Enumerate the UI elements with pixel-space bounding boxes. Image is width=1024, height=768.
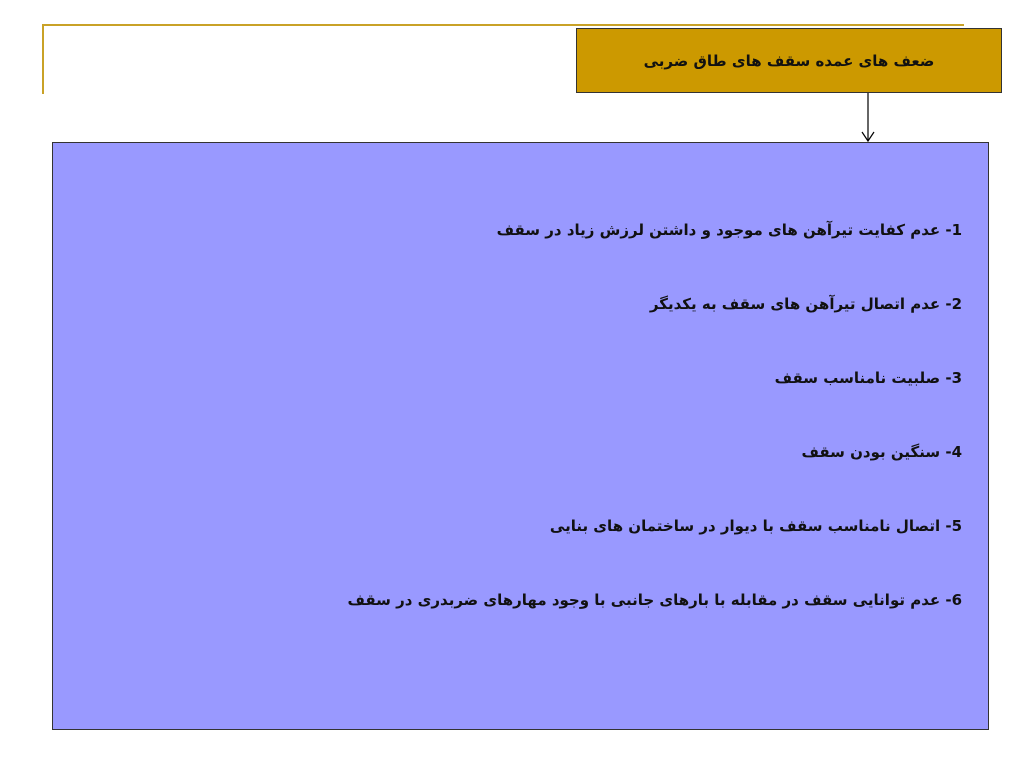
weakness-list	[82, 221, 962, 665]
weakness-list-box	[52, 142, 989, 730]
list-item: 6- عدم توانایی سقف در مقابله با بارهای جانبی با وجود مهارهای ضربدری در سقف	[347, 591, 962, 609]
list-item: 2- عدم اتصال تیرآهن های سقف به یکدیگر	[649, 295, 962, 313]
decorative-frame-top-line	[42, 24, 964, 26]
list-item: 3- صلبیت نامناسب سقف	[774, 369, 962, 387]
list-item: 4- سنگین بودن سقف	[801, 443, 962, 461]
title-box	[576, 28, 1002, 93]
connector-arrow	[858, 93, 878, 143]
list-item: 1- عدم کفایت تیرآهن های موجود و داشتن لرزش زیاد در سقف	[496, 221, 962, 239]
list-item: 5- اتصال نامناسب سقف با دیوار در ساختمان های بنایی	[549, 517, 962, 535]
decorative-frame-left-line	[42, 24, 44, 94]
diagram-title: ضعف های عمده سقف های طاق ضربی	[643, 51, 935, 70]
